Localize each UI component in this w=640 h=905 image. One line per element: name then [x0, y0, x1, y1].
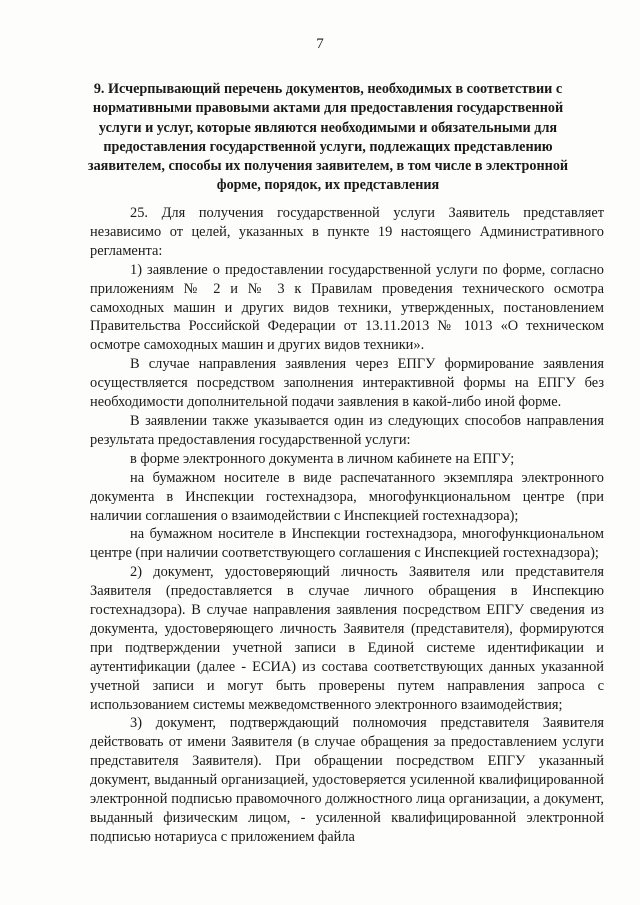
paragraph-method-paper: на бумажном носителе в Инспекции гостехнадзора, многофункциональном центре (при наличии соответствующего соглашения с Инспекцией гостехнадзора); [90, 526, 604, 562]
section-heading: 9. Исчерпывающий перечень документов, необходимых в соответствии с нормативными правовыми актами для предоставления государственной услуги и услуг, которые являются необходимыми и обязательными для предоставления государственной услуги, подлежащих представлению заявителем, способы их получения заявителем, в том числе в электронной форме, порядок, их представления [87, 81, 569, 194]
paragraph-result-methods: В заявлении также указывается один из следующих способов направления результата предоставления государственной услуги: [90, 412, 604, 448]
page-number: 7 [316, 36, 324, 52]
paragraph-method-electronic: в форме электронного документа в личном кабинете на ЕПГУ; [130, 450, 515, 467]
paragraph-item-3-authority: 3) документ, подтверждающий полномочия представителя Заявителя действовать от имени Заявителя (в случае обращения за предоставлением услуги представителя Заявителя). При обращении посредством ЕПГУ указанный документ, выданный организацией, удостоверяется усиленной квалифицированной электронной подписью правомочного должностного лица организации, а документ, выданный физическим лицом, - усиленной квалифицированной электронной подписью нотариуса с приложением файла [90, 715, 604, 845]
paragraph-method-paper-printed: на бумажном носителе в виде распечатанного экземпляра электронного документа в Инспекции гостехнадзора, многофункциональном центре (при наличии соглашения о взаимодействии с Инспекцией гостехнадзора); [90, 469, 604, 524]
paragraph-25-intro: 25. Для получения государственной услуги Заявитель представляет независимо от целей, указанных в пункте 19 настоящего Административного регламента: [90, 205, 604, 259]
document-body [90, 204, 604, 847]
paragraph-item-1-application: 1) заявление о предоставлении государственной услуги по форме, согласно приложениям № 2 и № 3 к Правилам проведения технического осмотра самоходных машин и других видов техники, утвержденных, постановлением Правительства Российской Федерации от 13.11.2013 № 1013 «О техническом осмотре самоходных машин и других видов техники». [90, 261, 604, 354]
paragraph-epgu-form: В случае направления заявления через ЕПГУ формирование заявления осуществляется посредством заполнения интерактивной формы на ЕПГУ без необходимости дополнительной подачи заявления в какой-либо иной форме. [90, 356, 604, 411]
paragraph-item-2-identity: 2) документ, удостоверяющий личность Заявителя или представителя Заявителя (предоставляется в случае личного обращения в Инспекцию гостехнадзора). В случае направления заявления посредством ЕПГУ сведения из документа, удостоверяющего личность Заявителя (представителя), формируются при подтверждении учетной записи в Единой системе идентификации и аутентификации (далее - ЕСИА) из состава соответствующих данных указанной учетной записи и могут быть проверены путем направления запроса с использованием системы межведомственного электронного взаимодействия; [90, 564, 604, 713]
